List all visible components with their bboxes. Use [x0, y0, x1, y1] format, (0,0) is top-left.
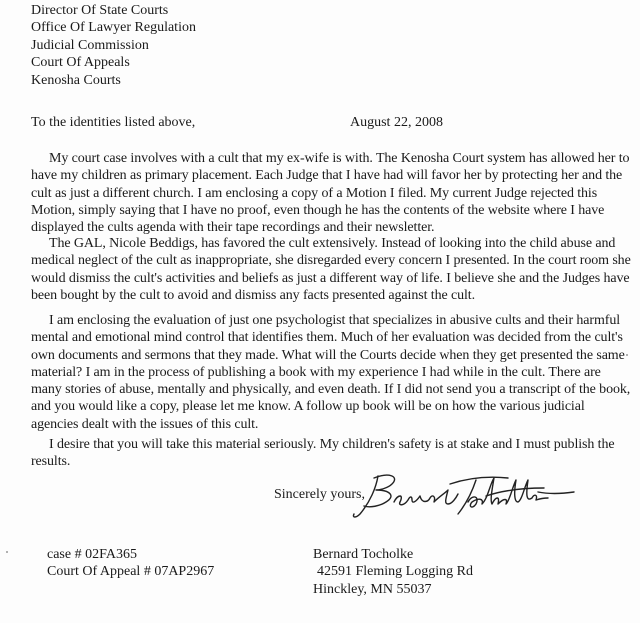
recipient-list: [31, 2, 196, 89]
closing: Sincerely yours,: [274, 487, 365, 502]
signature-icon: [348, 468, 580, 530]
appeal-number: Court Of Appeal # 07AP2967: [47, 564, 215, 580]
sender-name: Bernard Tocholke: [313, 547, 414, 562]
recipient-line: Kenosha Courts: [31, 72, 121, 88]
case-info: [47, 546, 214, 581]
recipient-line: Judicial Commission: [31, 37, 149, 53]
scan-speck: [6, 551, 8, 553]
handwritten-signature: [348, 468, 580, 535]
letter-date: August 22, 2008: [350, 115, 443, 130]
sender-city: Hinckley, MN 55037: [313, 581, 432, 597]
scan-speck: [626, 354, 628, 356]
recipient-line: Court Of Appeals: [31, 55, 130, 71]
salutation: To the identities listed above,: [31, 115, 196, 130]
recipient-line: Director Of State Courts: [31, 3, 169, 18]
body-paragraph: The GAL, Nicole Beddigs, has favored the cult extensively. Instead of looking into the child abuse and medical neglect of the cult as inappropriate, she disregarded every concern I presented. In the court room she would dismiss the cult's activities and beliefs as just a different way of life. I believe she and the Judges have been bought by the cult to avoid and dismiss any facts presented against the cult.: [31, 236, 631, 303]
body-paragraph: I desire that you will take this material seriously. My children's safety is at stake and I must publish the results.: [31, 437, 615, 470]
sender-address: [313, 546, 473, 598]
body-paragraph: My court case involves with a cult that my ex-wife is with. The Kenosha Court system has allowed her to have my children as primary placement. Each Judge that I have had will favor her by protecting her and the cult as just a different church. I am enclosing a copy of a Motion I filed. My current Judge rejected this Motion, simply saying that I have no proof, even though he has the contents of the website where I have displayed the cults agenda with their tape recordings and their newsletter.: [31, 151, 630, 236]
body-paragraph: I am enclosing the evaluation of just one psychologist that specializes in abusive cults and their harmful mental and emotional mind control that identifies them. Much of her evaluation was decided from the cult's own documents and sermons that they made. What will the Courts decide when they get presented the same material? I am in the process of publishing a book with my experience I had while in the cult. There are many stories of abuse, mentally and physically, and even death. If I did not send you a transcript of the book, and you would like a copy, please let me know. A follow up book will be on how the various judicial agencies dealt with the issues of this cult.: [31, 313, 631, 432]
sender-street: 42591 Fleming Logging Rd: [317, 564, 473, 580]
case-number: case # 02FA365: [47, 547, 137, 562]
recipient-line: Office Of Lawyer Regulation: [31, 20, 196, 36]
